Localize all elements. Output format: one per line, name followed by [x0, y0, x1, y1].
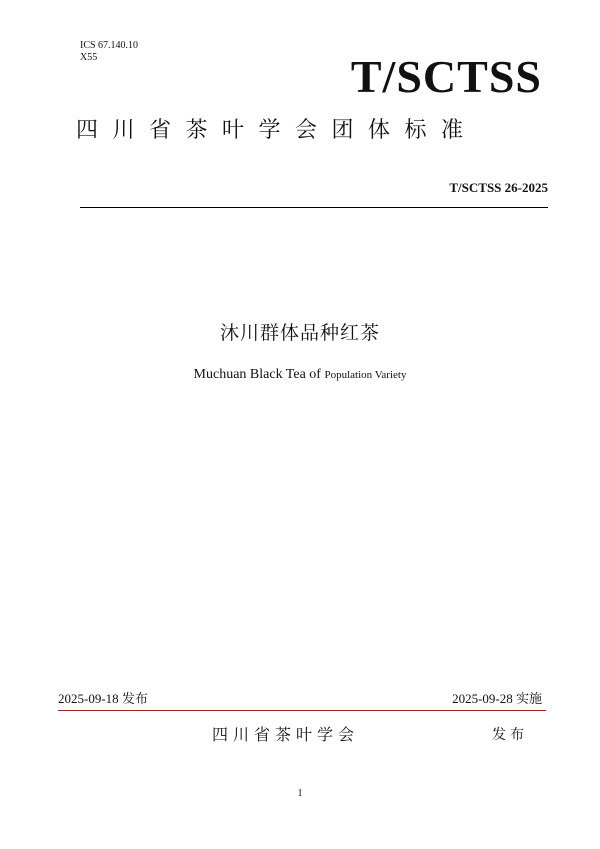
ccs-code: X55 — [80, 52, 98, 63]
document-title-chinese: 沐川群体品种红茶 — [219, 322, 380, 344]
bottom-divider — [58, 710, 546, 711]
standard-number: T/SCTSS 26-2025 — [449, 180, 548, 195]
issuing-organization: 四川省茶叶学会 — [212, 725, 360, 744]
publish-date: 2025-09-18 发布 — [58, 691, 148, 706]
ics-code: ICS 67.140.10 — [80, 40, 139, 51]
top-divider — [80, 207, 548, 208]
implement-date: 2025-09-28 实施 — [452, 691, 542, 706]
issue-label: 发布 — [492, 727, 528, 743]
page-number: 1 — [297, 788, 303, 799]
classification-codes — [80, 40, 138, 64]
standard-code-logo: T/SCTSS — [350, 51, 542, 102]
document-title-english — [0, 367, 600, 383]
english-title-main: Muchuan Black Tea of — [193, 367, 321, 382]
english-title-small: Population Variety — [324, 369, 407, 381]
organization-standard-title: 四川省茶叶学会团体标准 — [76, 118, 478, 143]
